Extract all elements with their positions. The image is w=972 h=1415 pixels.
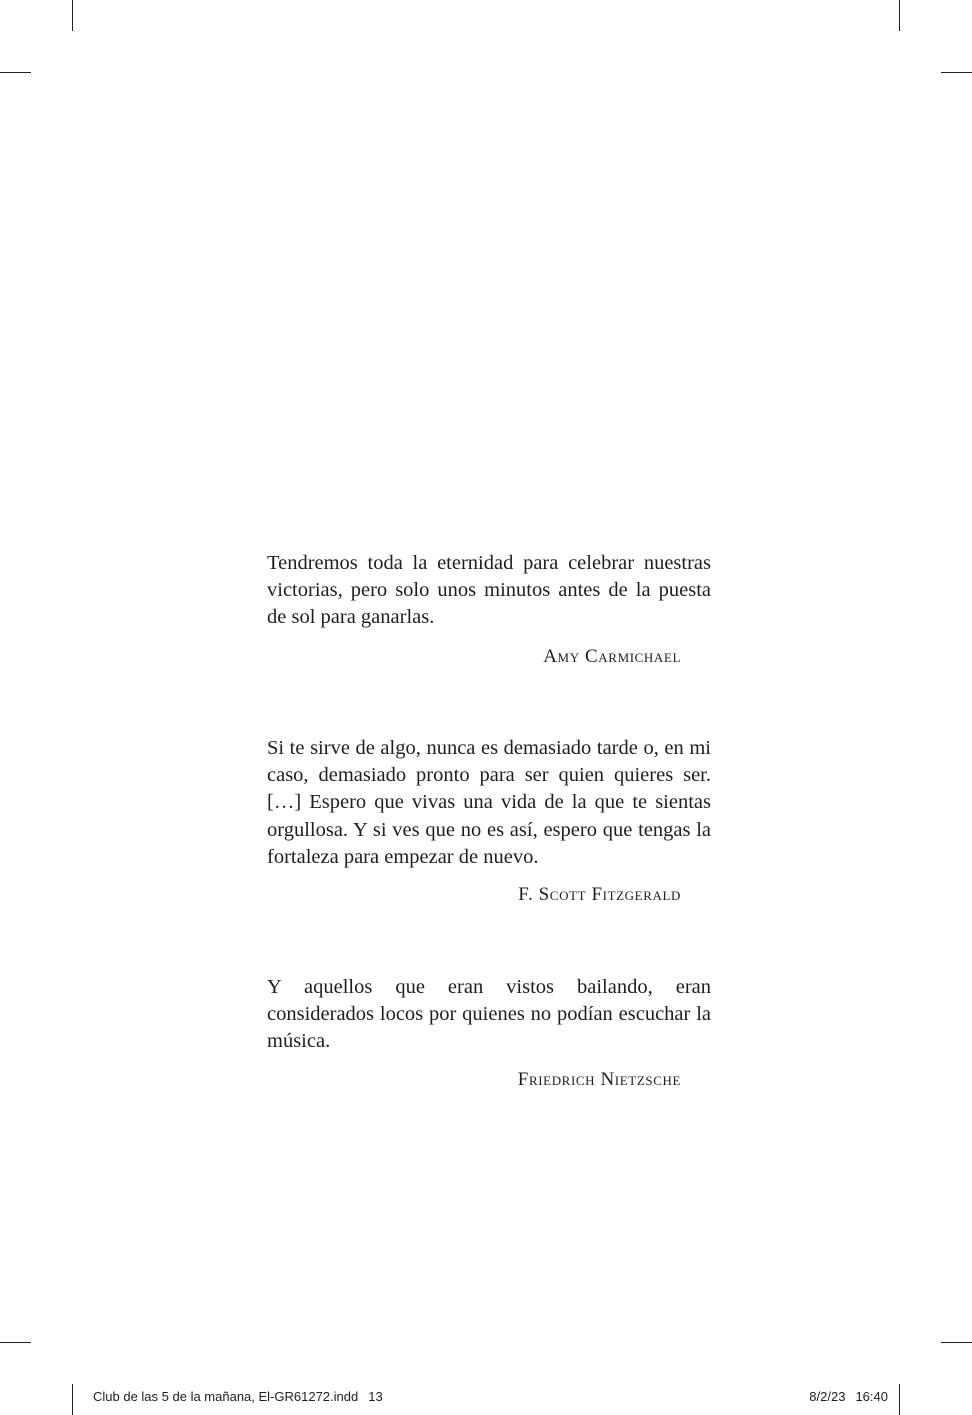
epigraph-quote — [267, 550, 711, 668]
epigraph-quote — [267, 735, 711, 906]
crop-mark-bottom-right-vertical — [899, 1384, 900, 1415]
quote-text: Si te sirve de algo, nunca es demasiado tarde o, en mi caso, demasiado pronto para ser quien quieres ser. […] Espero que vivas una vida de la que te sientas orgullosa. Y si ves que no es así, espero que tengas la fortaleza para empezar de nuevo. — [267, 737, 711, 868]
crop-mark-top-left-horizontal — [0, 72, 31, 73]
crop-mark-bottom-left-horizontal — [0, 1342, 31, 1343]
slug-file-info — [93, 1389, 383, 1404]
slug-date: 8/2/23 — [809, 1389, 846, 1404]
quote-author: Friedrich Nietzsche — [517, 1068, 681, 1090]
crop-mark-top-right-horizontal — [941, 72, 972, 73]
crop-mark-bottom-right-horizontal — [941, 1342, 972, 1343]
quote-author: Amy Carmichael — [543, 645, 681, 667]
slug-timestamp — [809, 1389, 888, 1404]
quote-text: Tendremos toda la eternidad para celebrar nuestras victorias, pero solo unos minutos antes de la puesta de sol para ganarlas. — [267, 552, 711, 629]
quote-text: Y aquellos que eran vistos bailando, eran considerados locos por quienes no podían escuchar la música. — [267, 976, 711, 1053]
crop-mark-top-right-vertical — [899, 0, 900, 31]
slug-file-name: Club de las 5 de la mañana, El-GR61272.indd — [93, 1389, 359, 1404]
slug-time: 16:40 — [855, 1389, 888, 1404]
epigraph-quote — [267, 974, 711, 1091]
quote-author: F. Scott Fitzgerald — [518, 884, 681, 906]
crop-mark-top-left-vertical — [72, 0, 73, 31]
crop-mark-bottom-left-vertical — [72, 1384, 73, 1415]
slug-page-number: 13 — [368, 1389, 383, 1404]
